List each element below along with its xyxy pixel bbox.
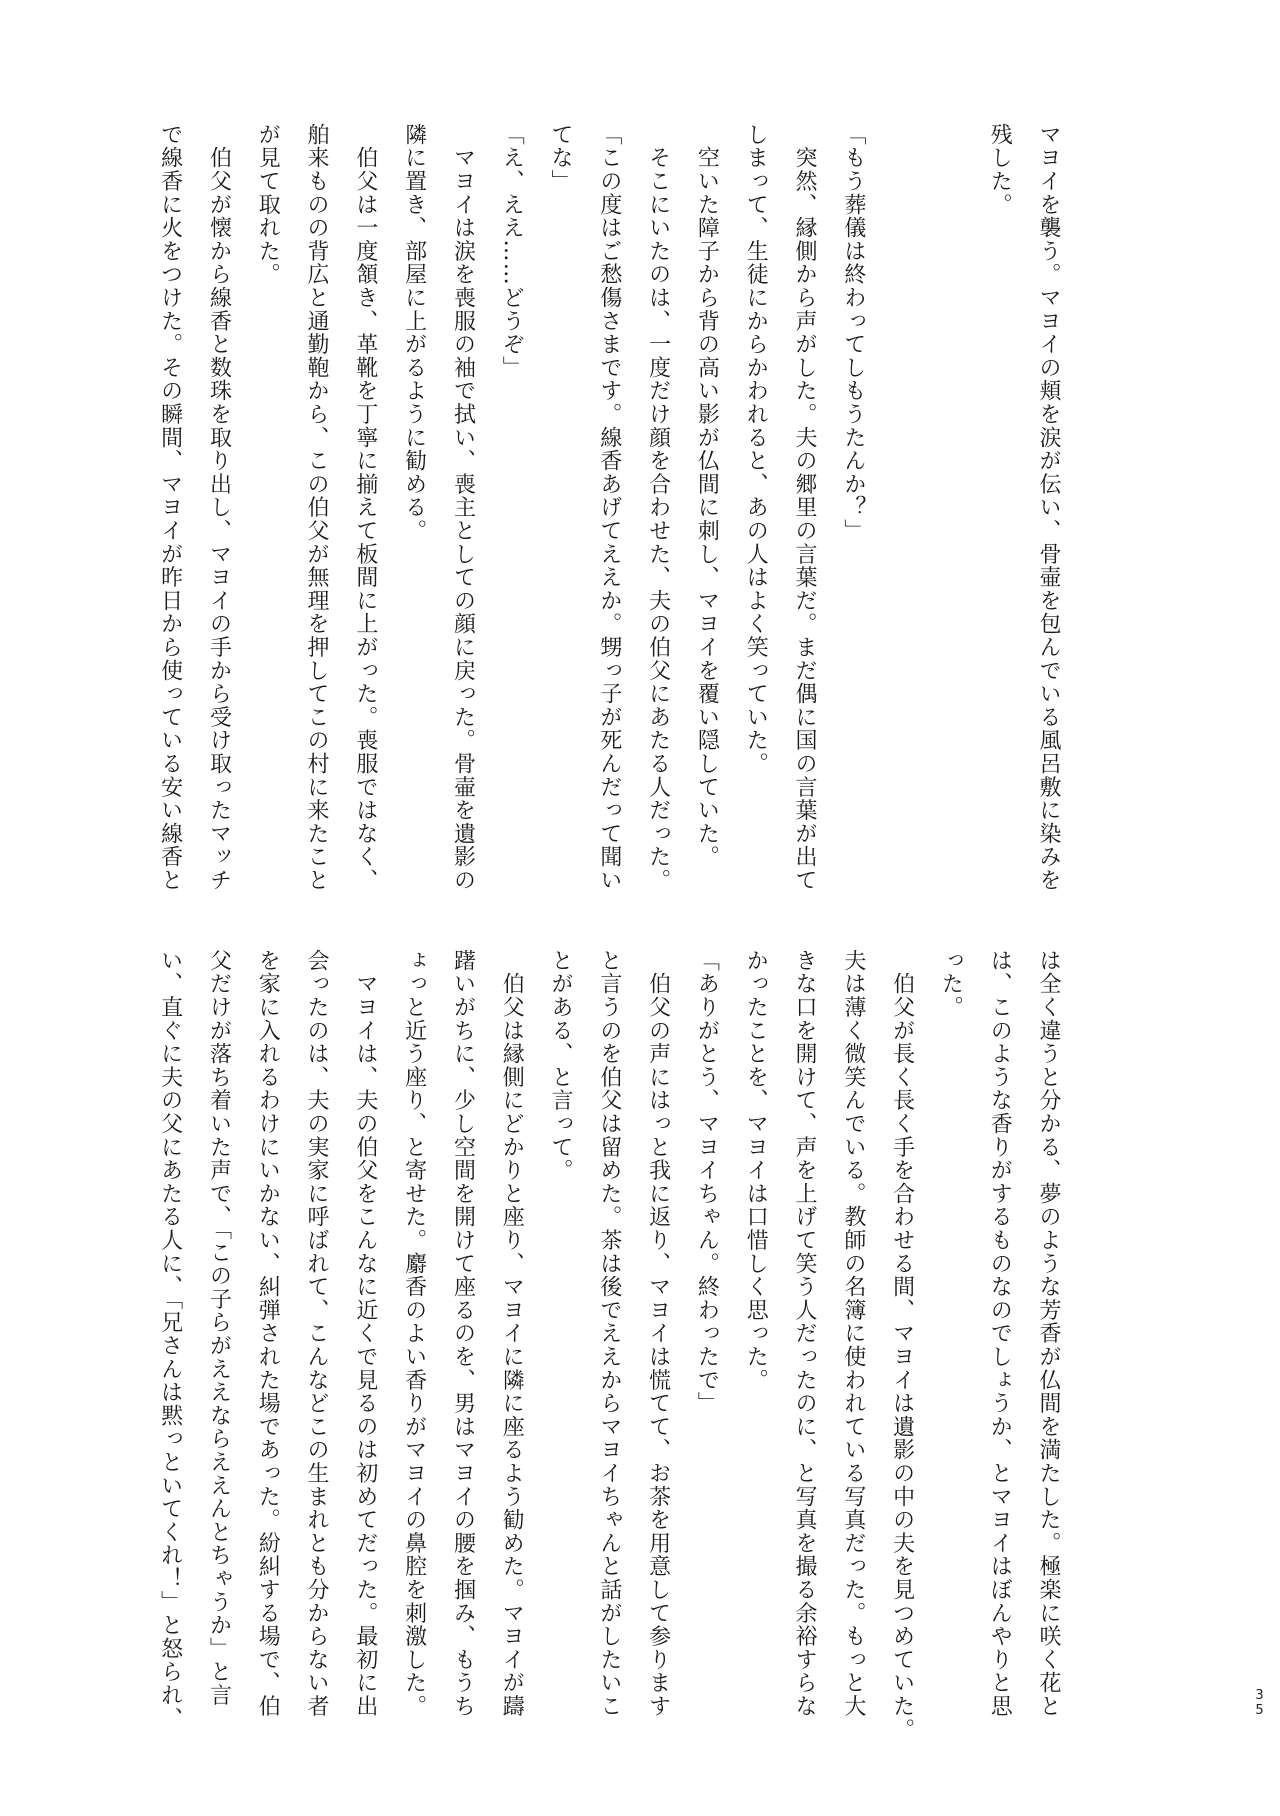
text-line: 舶来ものの背広と通勤鞄から、この伯父が無理を押してこの村に来たこと: [304, 123, 330, 892]
text-line: とがある、と言って。: [548, 949, 574, 1182]
text-line: 伯父が長く長く手を合わせる間、マヨイは遺影の中の夫を見つめていた。: [889, 949, 915, 1742]
text-line: 伯父が懐から線香と数珠を取り出し、マヨイの手から受け取ったマッチ: [206, 123, 232, 892]
text-line: い、直ぐに夫の父にあたる人に、「兄さんは黙っといてくれ！」と怒られ、: [157, 949, 183, 1731]
blank-line: [877, 123, 926, 903]
text-line: きな口を開けて、声を上げて笑う人だったのに、と写真を撮る余裕すらな: [792, 949, 818, 1718]
text-line: そこにいたのは、一度だけ顔を合わせた、夫の伯父にあたる人だった。: [645, 123, 671, 892]
text-line: しまって、生徒にからかわれると、あの人はよく笑っていた。: [743, 123, 769, 776]
text-line: が見て取れた。: [255, 123, 281, 287]
text-line: 伯父は縁側にどかりと座り、マヨイに隣に座るよう勧めた。マヨイが躊: [499, 949, 525, 1718]
text-line: 突然、縁側から声がした。夫の郷里の言葉だ。まだ偶に国の言葉が出て: [792, 123, 818, 892]
text-block-lower: [145, 949, 1072, 1742]
text-line: 躇いがちに、少し空間を開けて座るのを、男はマヨイの腰を掴み、もうち: [450, 949, 476, 1718]
text-line: 会ったのは、夫の実家に呼ばれて、こんなどこの生まれとも分からない者: [304, 949, 330, 1718]
text-line: 伯父は一度頷き、革靴を丁寧に揃えて板間に上がった。喪服ではなく、: [352, 123, 378, 892]
text-line: 隣に置き、部屋に上がるように勧める。: [401, 123, 427, 543]
text-line: てな」: [548, 123, 574, 193]
text-line: 夫は薄く微笑んでいる。教師の名簿に使われている写真だった。もっと大: [840, 949, 866, 1718]
text-line: マヨイは涙を喪服の袖で拭い、喪主としての顔に戻った。骨壷を遺影の: [450, 123, 476, 892]
text-line: マヨイを襲う。マヨイの頬を涙が伝い、骨壷を包んでいる風呂敷に染みを: [1036, 123, 1061, 892]
text-line: ょっと近う座り、と寄せた。麝香のよい香りがマヨイの鼻腔を刺激した。: [401, 949, 427, 1718]
text-block-upper: [145, 123, 1072, 903]
text-line: は、このような香りがするものなのでしょうか、とマヨイはぼんやりと思: [987, 949, 1013, 1718]
text-line: 「この度はご愁傷さまです。線香あげてええか。甥っ子が死んだって聞い: [596, 123, 622, 892]
text-line: 伯父の声にはっと我に返り、マヨイは慌てて、お茶を用意して参ります: [645, 949, 671, 1718]
text-line: と言うのを伯父は留めた。茶は後でええからマヨイちゃんと話がしたいこ: [596, 949, 622, 1718]
text-line: 「え、ええ……どうぞ」: [499, 123, 525, 380]
text-line: を家に入れるわけにいかない、糾弾された場であった。紛糾する場で、伯: [255, 949, 281, 1718]
blank-line: [926, 123, 975, 903]
text-line: マヨイは、夫の伯父をこんなに近くで見るのは初めてだった。最初に出: [352, 949, 378, 1718]
text-line: 空いた障子から背の高い影が仏間に刺し、マヨイを覆い隠していた。: [694, 123, 720, 869]
text-line: 父だけが落ち着いた声で、「この子らがええならええんとちゃうか」と言: [206, 949, 232, 1707]
text-line: かったことを、マヨイは口惜しく思った。: [743, 949, 769, 1392]
text-line: は全く違うと分かる、夢のような芳香が仏間を満たした。極楽に咲く花と: [1036, 949, 1061, 1718]
page-number: 35: [1252, 1688, 1267, 1718]
text-line: で線香に火をつけた。その瞬間、マヨイが昨日から使っている安い線香と: [157, 123, 183, 892]
text-line: った。: [938, 949, 964, 1019]
text-line: 「もう葬儀は終わってしもうたんか？」: [840, 123, 866, 543]
text-line: 残した。: [987, 123, 1013, 217]
text-line: 「ありがとう、マヨイちゃん。終わったで」: [694, 949, 720, 1415]
